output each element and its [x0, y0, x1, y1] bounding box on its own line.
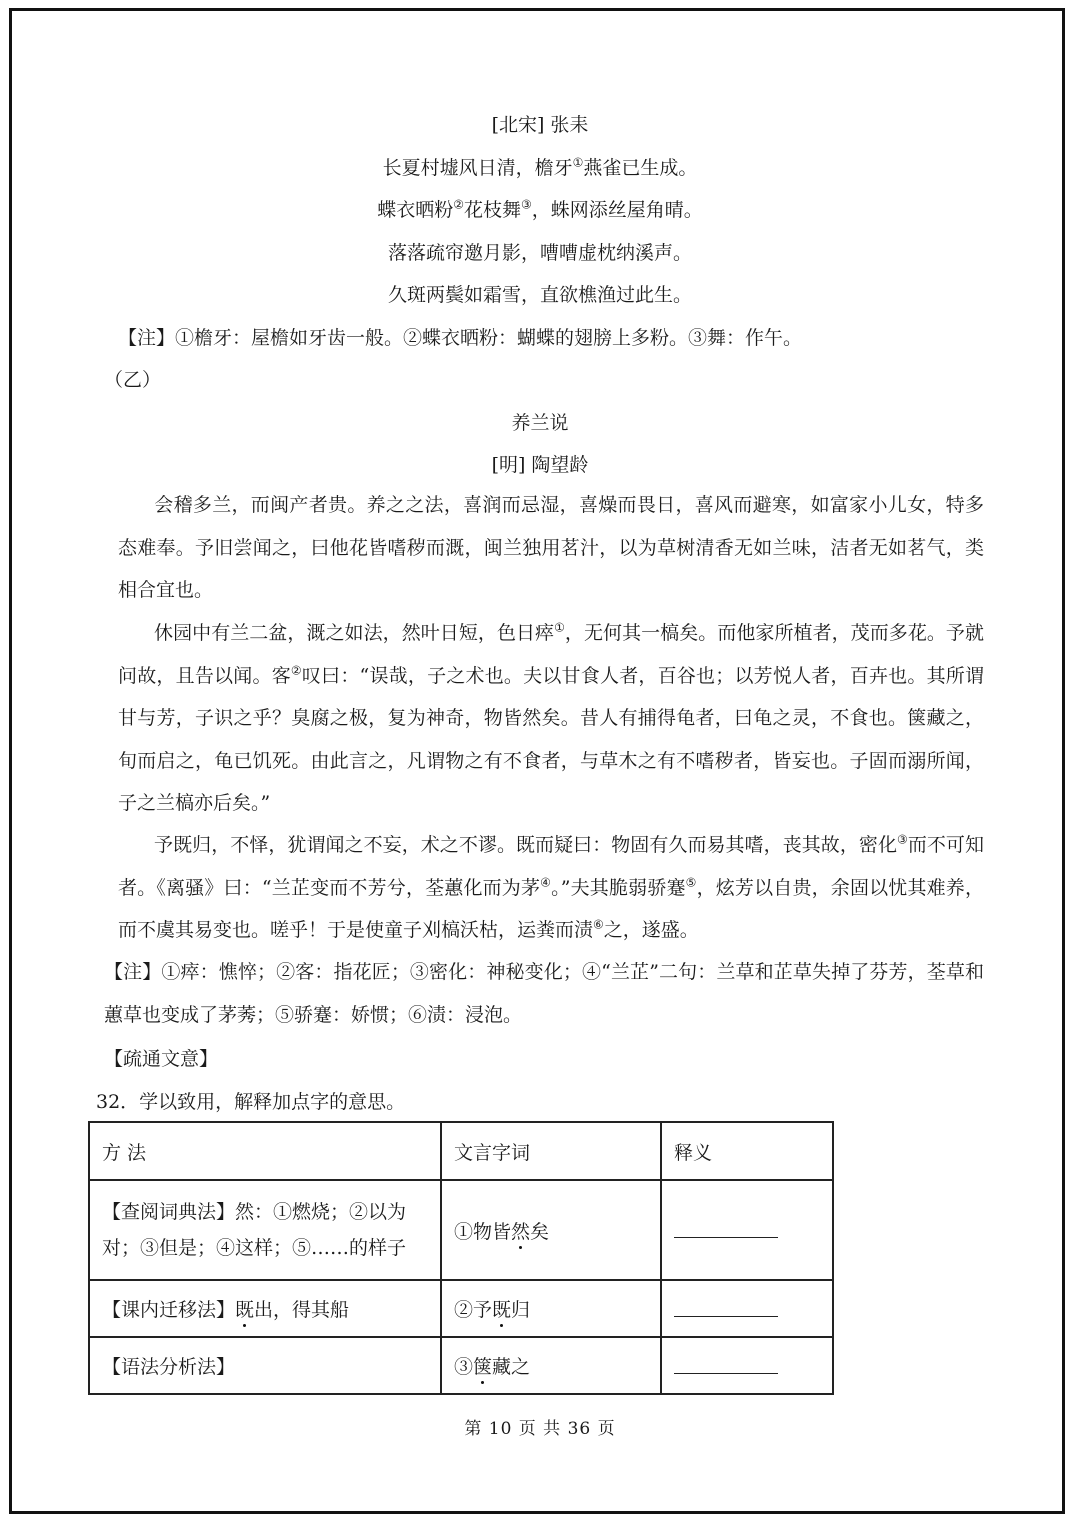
poem-note: 【注】①檐牙：屋檐如牙齿一般。②蝶衣晒粉：蝴蝶的翅膀上多粉。③舞：作午。: [118, 327, 803, 349]
poem-line-1: 长夏村墟风日清，檐牙①燕雀已生成。: [382, 155, 698, 179]
word-cell: ③箧藏之: [441, 1337, 661, 1394]
header-word: 文言字词: [441, 1122, 661, 1180]
essay-paragraph-2: 休园中有兰二盆，溉之如法，然叶日短，色日瘁①，无何其一槁矣。而他家所植者，茂而多花。予就问故，且告以闻。客②叹曰：“误哉，子之术也。夫以甘食人者，百谷也；以芳悦人者，百卉也。其所谓甘与芳，子识之乎？臭腐之极，复为神奇，物皆然矣。昔人有捕得龟者，曰龟之灵，不食也。箧藏之，旬而启之，龟已饥死。由此言之，凡谓物之有不食者，与草木之有不嗜秽者，皆妄也。子固而溺所闻，子之兰槁亦后矣。”: [118, 620, 984, 814]
section-title: 【疏通文意】: [104, 1048, 219, 1070]
answer-blank-2[interactable]: [661, 1280, 833, 1337]
word-cell: ②予既归: [441, 1280, 661, 1337]
page-number: 第 10 页 共 36 页: [464, 1419, 616, 1439]
word-cell: ①物皆然矣: [441, 1180, 661, 1280]
question-32: 32．学以致用，解释加点字的意思。: [96, 1091, 406, 1113]
answer-blank-1[interactable]: [661, 1180, 833, 1280]
essay-author: [明] 陶望龄: [491, 454, 589, 476]
table-row: [89, 1337, 833, 1394]
header-meaning: 释义: [661, 1122, 833, 1180]
header-method: 方 法: [89, 1122, 441, 1180]
essay-title: 养兰说: [511, 412, 569, 434]
method-cell: 【查阅词典法】然：①燃烧；②以为对；③但是；④这样；⑤……的样子: [89, 1180, 441, 1280]
essay-note: 【注】①瘁：憔悴；②客：指花匠；③密化：神秘变化；④“兰芷”二句：兰草和芷草失掉了芬芳，荃草和蕙草也变成了茅莠；⑤骄蹇：娇惯；⑥渍：浸泡。: [104, 961, 984, 1026]
poem-line-3: 落落疏帘邀月影，嘈嘈虚枕纳溪声。: [387, 242, 692, 264]
method-cell: 【语法分析法】: [89, 1337, 441, 1394]
poem-author: [北宋] 张耒: [491, 114, 589, 136]
answer-blank-3[interactable]: [661, 1337, 833, 1394]
section-b-label: （乙）: [104, 369, 162, 391]
answer-table: [88, 1121, 834, 1395]
method-cell: 【课内迁移法】既出，得其船: [89, 1280, 441, 1337]
poem-line-2: 蝶衣晒粉②花枝舞③，蛛网添丝屋角晴。: [377, 197, 703, 221]
essay-paragraph-3: 予既归，不怿，犹谓闻之不妄，术之不谬。既而疑曰：物固有久而易其嗜，丧其故，密化③而不可知者。《离骚》曰：“兰芷变而不芳兮，荃蕙化而为茅④。”夫其脆弱骄蹇⑤，炫芳以自贵，余固以忧其难养，而不虞其易变也。嗟乎！于是使童子刈槁沃枯，运粪而渍⑥之，遂盛。: [118, 832, 984, 941]
table-row: [89, 1180, 833, 1280]
table-header-row: [89, 1122, 833, 1180]
poem-line-4: 久斑两鬓如霜雪，直欲樵渔过此生。: [387, 284, 692, 306]
essay-paragraph-1: 会稽多兰，而闽产者贵。养之之法，喜润而忌湿，喜燥而畏日，喜风而避寒，如富家小儿女，特多态难奉。予旧尝闻之，曰他花皆嗜秽而溉，闽兰独用茗汁，以为草树清香无如兰味，洁者无如茗气，类相合宜也。: [118, 494, 984, 601]
table-row: [89, 1280, 833, 1337]
